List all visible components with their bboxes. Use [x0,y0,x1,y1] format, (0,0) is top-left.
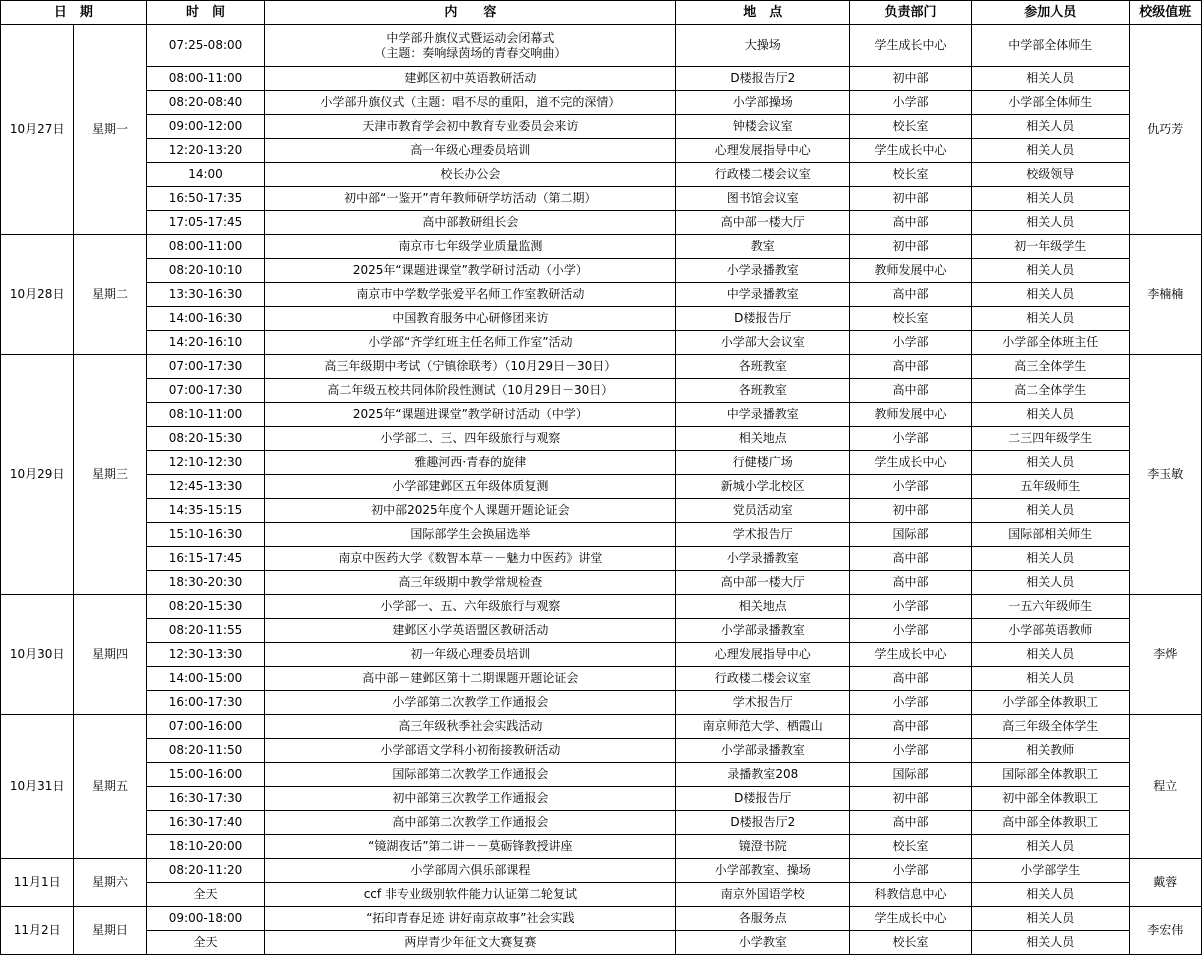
content-cell: 初中部第三次教学工作通报会 [265,787,676,811]
people-cell: 相关人员 [971,547,1129,571]
place-cell: 录播教室208 [676,763,850,787]
time-cell: 08:10-11:00 [146,403,265,427]
weekday-cell: 星期五 [74,715,146,859]
people-cell: 高三年级全体学生 [971,715,1129,739]
people-cell: 国际部相关师生 [971,523,1129,547]
people-cell: 相关人员 [971,211,1129,235]
dept-cell: 初中部 [850,187,972,211]
people-cell: 小学部英语教师 [971,619,1129,643]
dept-cell: 学生成长中心 [850,25,972,67]
people-cell: 相关人员 [971,115,1129,139]
people-cell: 二三四年级学生 [971,427,1129,451]
place-cell: 小学教室 [676,931,850,955]
time-cell: 18:10-20:00 [146,835,265,859]
dept-cell: 校长室 [850,307,972,331]
table-row [1,355,1202,379]
duty-cell: 程立 [1129,715,1201,859]
header-people: 参加人员 [971,1,1129,25]
time-cell: 08:20-11:50 [146,739,265,763]
table-row [1,787,1202,811]
duty-cell: 戴蓉 [1129,859,1201,907]
table-row [1,187,1202,211]
time-cell: 17:05-17:45 [146,211,265,235]
content-cell: ccf 非专业级别软件能力认证第二轮复试 [265,883,676,907]
dept-cell: 小学部 [850,739,972,763]
duty-cell: 李宏伟 [1129,907,1201,955]
content-cell: 国际部学生会换届选举 [265,523,676,547]
place-cell: 小学部大会议室 [676,331,850,355]
date-cell: 10月27日 [1,25,74,235]
header-duty: 校级值班 [1129,1,1201,25]
people-cell: 相关人员 [971,883,1129,907]
dept-cell: 校长室 [850,115,972,139]
people-cell: 校级领导 [971,163,1129,187]
content-cell: 高中部第二次教学工作通报会 [265,811,676,835]
place-cell: D楼报告厅 [676,787,850,811]
people-cell: 国际部全体教职工 [971,763,1129,787]
people-cell: 相关教师 [971,739,1129,763]
header-content: 内 容 [265,1,676,25]
table-row [1,739,1202,763]
table-row [1,931,1202,955]
place-cell: 教室 [676,235,850,259]
table-row [1,763,1202,787]
table-row [1,859,1202,883]
dept-cell: 初中部 [850,787,972,811]
table-row [1,139,1202,163]
dept-cell: 国际部 [850,763,972,787]
time-cell: 08:20-11:55 [146,619,265,643]
dept-cell: 高中部 [850,379,972,403]
time-cell: 13:30-16:30 [146,283,265,307]
content-cell: 国际部第二次教学工作通报会 [265,763,676,787]
place-cell: 行政楼二楼会议室 [676,667,850,691]
content-cell: 初中部2025年度个人课题开题论证会 [265,499,676,523]
place-cell: 小学录播教室 [676,259,850,283]
people-cell: 相关人员 [971,643,1129,667]
table-row [1,235,1202,259]
content-cell: 小学部语文学科小初衔接教研活动 [265,739,676,763]
place-cell: 镜澄书院 [676,835,850,859]
table-row [1,67,1202,91]
dept-cell: 高中部 [850,283,972,307]
time-cell: 16:50-17:35 [146,187,265,211]
header-dept: 负责部门 [850,1,972,25]
table-row [1,331,1202,355]
content-cell: 校长办公会 [265,163,676,187]
header-place: 地 点 [676,1,850,25]
place-cell: 行政楼二楼会议室 [676,163,850,187]
place-cell: 小学部操场 [676,91,850,115]
time-cell: 14:35-15:15 [146,499,265,523]
people-cell: 相关人员 [971,499,1129,523]
dept-cell: 小学部 [850,619,972,643]
dept-cell: 高中部 [850,811,972,835]
place-cell: 相关地点 [676,595,850,619]
place-cell: D楼报告厅2 [676,811,850,835]
table-row [1,691,1202,715]
duty-cell: 李楠楠 [1129,235,1201,355]
place-cell: 小学部录播教室 [676,739,850,763]
time-cell: 14:00-15:00 [146,667,265,691]
date-cell: 10月31日 [1,715,74,859]
schedule-body [1,25,1202,955]
time-cell: 全天 [146,931,265,955]
content-cell: 高三年级期中考试（宁镇徐联考）（10月29日－30日） [265,355,676,379]
place-cell: 心理发展指导中心 [676,139,850,163]
table-row [1,163,1202,187]
table-row [1,427,1202,451]
weekday-cell: 星期三 [74,355,146,595]
content-cell: 中学部升旗仪式暨运动会闭幕式 （主题：奏响绿茵场的青春交响曲） [265,25,676,67]
dept-cell: 教师发展中心 [850,259,972,283]
date-cell: 10月29日 [1,355,74,595]
time-cell: 07:00-16:00 [146,715,265,739]
table-row [1,907,1202,931]
place-cell: D楼报告厅 [676,307,850,331]
content-cell: “拓印青春足迹 讲好南京故事”社会实践 [265,907,676,931]
place-cell: 小学部录播教室 [676,619,850,643]
table-row [1,667,1202,691]
content-cell: 雅趣河西·青春的旋律 [265,451,676,475]
time-cell: 15:10-16:30 [146,523,265,547]
weekday-cell: 星期六 [74,859,146,907]
table-row [1,403,1202,427]
table-row [1,835,1202,859]
place-cell: 各班教室 [676,355,850,379]
content-cell: “镜湖夜话”第二讲－－莫砺锋教授讲座 [265,835,676,859]
place-cell: 新城小学北校区 [676,475,850,499]
place-cell: 相关地点 [676,427,850,451]
dept-cell: 小学部 [850,331,972,355]
dept-cell: 学生成长中心 [850,451,972,475]
place-cell: 各班教室 [676,379,850,403]
time-cell: 08:20-15:30 [146,595,265,619]
time-cell: 16:00-17:30 [146,691,265,715]
content-cell: 2025年“课题进课堂”教学研讨活动（中学） [265,403,676,427]
people-cell: 相关人员 [971,571,1129,595]
table-row [1,571,1202,595]
dept-cell: 高中部 [850,667,972,691]
place-cell: 南京外国语学校 [676,883,850,907]
people-cell: 高三全体学生 [971,355,1129,379]
dept-cell: 初中部 [850,67,972,91]
table-row [1,643,1202,667]
content-cell: 小学部第二次教学工作通报会 [265,691,676,715]
content-cell: 两岸青少年征文大赛复赛 [265,931,676,955]
dept-cell: 校长室 [850,163,972,187]
people-cell: 初一年级学生 [971,235,1129,259]
people-cell: 相关人员 [971,259,1129,283]
content-cell: 小学部建邺区五年级体质复测 [265,475,676,499]
time-cell: 12:10-12:30 [146,451,265,475]
table-row [1,619,1202,643]
content-cell: 高中部教研组长会 [265,211,676,235]
time-cell: 12:45-13:30 [146,475,265,499]
content-cell: 小学部升旗仪式（主题：唱不尽的重阳，道不完的深情） [265,91,676,115]
dept-cell: 高中部 [850,547,972,571]
dept-cell: 小学部 [850,691,972,715]
dept-cell: 高中部 [850,211,972,235]
people-cell: 相关人员 [971,307,1129,331]
content-cell: 南京中医药大学《数智本草－－魅力中医药》讲堂 [265,547,676,571]
table-row [1,259,1202,283]
content-cell: 南京市七年级学业质量监测 [265,235,676,259]
table-row [1,25,1202,67]
header-date: 日 期 [1,1,147,25]
place-cell: 钟楼会议室 [676,115,850,139]
place-cell: 行健楼广场 [676,451,850,475]
table-row [1,211,1202,235]
table-row [1,115,1202,139]
table-row [1,883,1202,907]
weekday-cell: 星期四 [74,595,146,715]
duty-cell: 仇巧芳 [1129,25,1201,235]
date-cell: 11月2日 [1,907,74,955]
people-cell: 相关人员 [971,283,1129,307]
dept-cell: 小学部 [850,475,972,499]
content-cell: 高一年级心理委员培训 [265,139,676,163]
header-time: 时 间 [146,1,265,25]
content-cell: 中国教育服务中心研修团来访 [265,307,676,331]
place-cell: 中学录播教室 [676,283,850,307]
people-cell: 小学部全体教职工 [971,691,1129,715]
time-cell: 08:20-08:40 [146,91,265,115]
content-cell: 小学部“齐学红班主任名师工作室”活动 [265,331,676,355]
dept-cell: 初中部 [850,235,972,259]
people-cell: 相关人员 [971,403,1129,427]
people-cell: 五年级师生 [971,475,1129,499]
dept-cell: 校长室 [850,931,972,955]
time-cell: 16:15-17:45 [146,547,265,571]
table-row [1,595,1202,619]
place-cell: 党员活动室 [676,499,850,523]
people-cell: 相关人员 [971,451,1129,475]
people-cell: 相关人员 [971,139,1129,163]
time-cell: 16:30-17:30 [146,787,265,811]
time-cell: 14:20-16:10 [146,331,265,355]
dept-cell: 教师发展中心 [850,403,972,427]
place-cell: 学术报告厅 [676,691,850,715]
date-cell: 10月30日 [1,595,74,715]
time-cell: 08:20-10:10 [146,259,265,283]
time-cell: 07:00-17:30 [146,355,265,379]
place-cell: 中学录播教室 [676,403,850,427]
people-cell: 高二全体学生 [971,379,1129,403]
content-cell: 建邺区小学英语盟区教研活动 [265,619,676,643]
people-cell: 小学部全体班主任 [971,331,1129,355]
header-row [1,1,1202,25]
place-cell: 心理发展指导中心 [676,643,850,667]
date-cell: 11月1日 [1,859,74,907]
dept-cell: 校长室 [850,835,972,859]
people-cell: 相关人员 [971,667,1129,691]
content-cell: 高二年级五校共同体阶段性测试（10月29日－30日） [265,379,676,403]
content-cell: 高三年级期中教学常规检查 [265,571,676,595]
dept-cell: 高中部 [850,355,972,379]
time-cell: 08:20-11:20 [146,859,265,883]
time-cell: 08:00-11:00 [146,67,265,91]
time-cell: 09:00-18:00 [146,907,265,931]
time-cell: 07:25-08:00 [146,25,265,67]
table-row [1,307,1202,331]
people-cell: 相关人员 [971,67,1129,91]
table-row [1,379,1202,403]
people-cell: 小学部全体师生 [971,91,1129,115]
dept-cell: 小学部 [850,427,972,451]
content-cell: 南京市中学数学张爱平名师工作室教研活动 [265,283,676,307]
people-cell: 相关人员 [971,931,1129,955]
people-cell: 初中部全体教职工 [971,787,1129,811]
dept-cell: 学生成长中心 [850,907,972,931]
content-cell: 建邺区初中英语教研活动 [265,67,676,91]
time-cell: 18:30-20:30 [146,571,265,595]
duty-cell: 李烨 [1129,595,1201,715]
dept-cell: 初中部 [850,499,972,523]
content-cell: 天津市教育学会初中教育专业委员会来访 [265,115,676,139]
time-cell: 15:00-16:00 [146,763,265,787]
place-cell: 各服务点 [676,907,850,931]
place-cell: 小学录播教室 [676,547,850,571]
table-row [1,547,1202,571]
table-row [1,811,1202,835]
people-cell: 一五六年级师生 [971,595,1129,619]
content-cell: 小学部周六俱乐部课程 [265,859,676,883]
time-cell: 08:00-11:00 [146,235,265,259]
table-row [1,523,1202,547]
time-cell: 16:30-17:40 [146,811,265,835]
table-row [1,451,1202,475]
weekday-cell: 星期一 [74,25,146,235]
time-cell: 12:20-13:20 [146,139,265,163]
dept-cell: 学生成长中心 [850,643,972,667]
content-cell: 初中部“一鉴开”青年教师研学坊活动（第二期） [265,187,676,211]
people-cell: 中学部全体师生 [971,25,1129,67]
place-cell: 大操场 [676,25,850,67]
weekday-cell: 星期日 [74,907,146,955]
people-cell: 小学部学生 [971,859,1129,883]
table-row [1,283,1202,307]
time-cell: 14:00 [146,163,265,187]
dept-cell: 高中部 [850,715,972,739]
table-row [1,91,1202,115]
time-cell: 08:20-15:30 [146,427,265,451]
dept-cell: 学生成长中心 [850,139,972,163]
time-cell: 07:00-17:30 [146,379,265,403]
place-cell: 南京师范大学、栖霞山 [676,715,850,739]
dept-cell: 小学部 [850,595,972,619]
people-cell: 相关人员 [971,835,1129,859]
place-cell: 学术报告厅 [676,523,850,547]
dept-cell: 科教信息中心 [850,883,972,907]
content-cell: 初一年级心理委员培训 [265,643,676,667]
table-row [1,715,1202,739]
dept-cell: 高中部 [850,571,972,595]
date-cell: 10月28日 [1,235,74,355]
table-row [1,499,1202,523]
time-cell: 全天 [146,883,265,907]
time-cell: 09:00-12:00 [146,115,265,139]
table-row [1,475,1202,499]
content-cell: 高中部－建邺区第十二期课题开题论证会 [265,667,676,691]
people-cell: 高中部全体教职工 [971,811,1129,835]
time-cell: 14:00-16:30 [146,307,265,331]
dept-cell: 小学部 [850,859,972,883]
place-cell: 高中部一楼大厅 [676,571,850,595]
content-cell: 小学部二、三、四年级旅行与观察 [265,427,676,451]
place-cell: 高中部一楼大厅 [676,211,850,235]
people-cell: 相关人员 [971,187,1129,211]
time-cell: 12:30-13:30 [146,643,265,667]
content-cell: 小学部一、五、六年级旅行与观察 [265,595,676,619]
place-cell: 图书馆会议室 [676,187,850,211]
place-cell: 小学部教室、操场 [676,859,850,883]
duty-cell: 李玉敏 [1129,355,1201,595]
dept-cell: 国际部 [850,523,972,547]
people-cell: 相关人员 [971,907,1129,931]
weekday-cell: 星期二 [74,235,146,355]
dept-cell: 小学部 [850,91,972,115]
content-cell: 高三年级秋季社会实践活动 [265,715,676,739]
content-cell: 2025年“课题进课堂”教学研讨活动（小学） [265,259,676,283]
place-cell: D楼报告厅2 [676,67,850,91]
